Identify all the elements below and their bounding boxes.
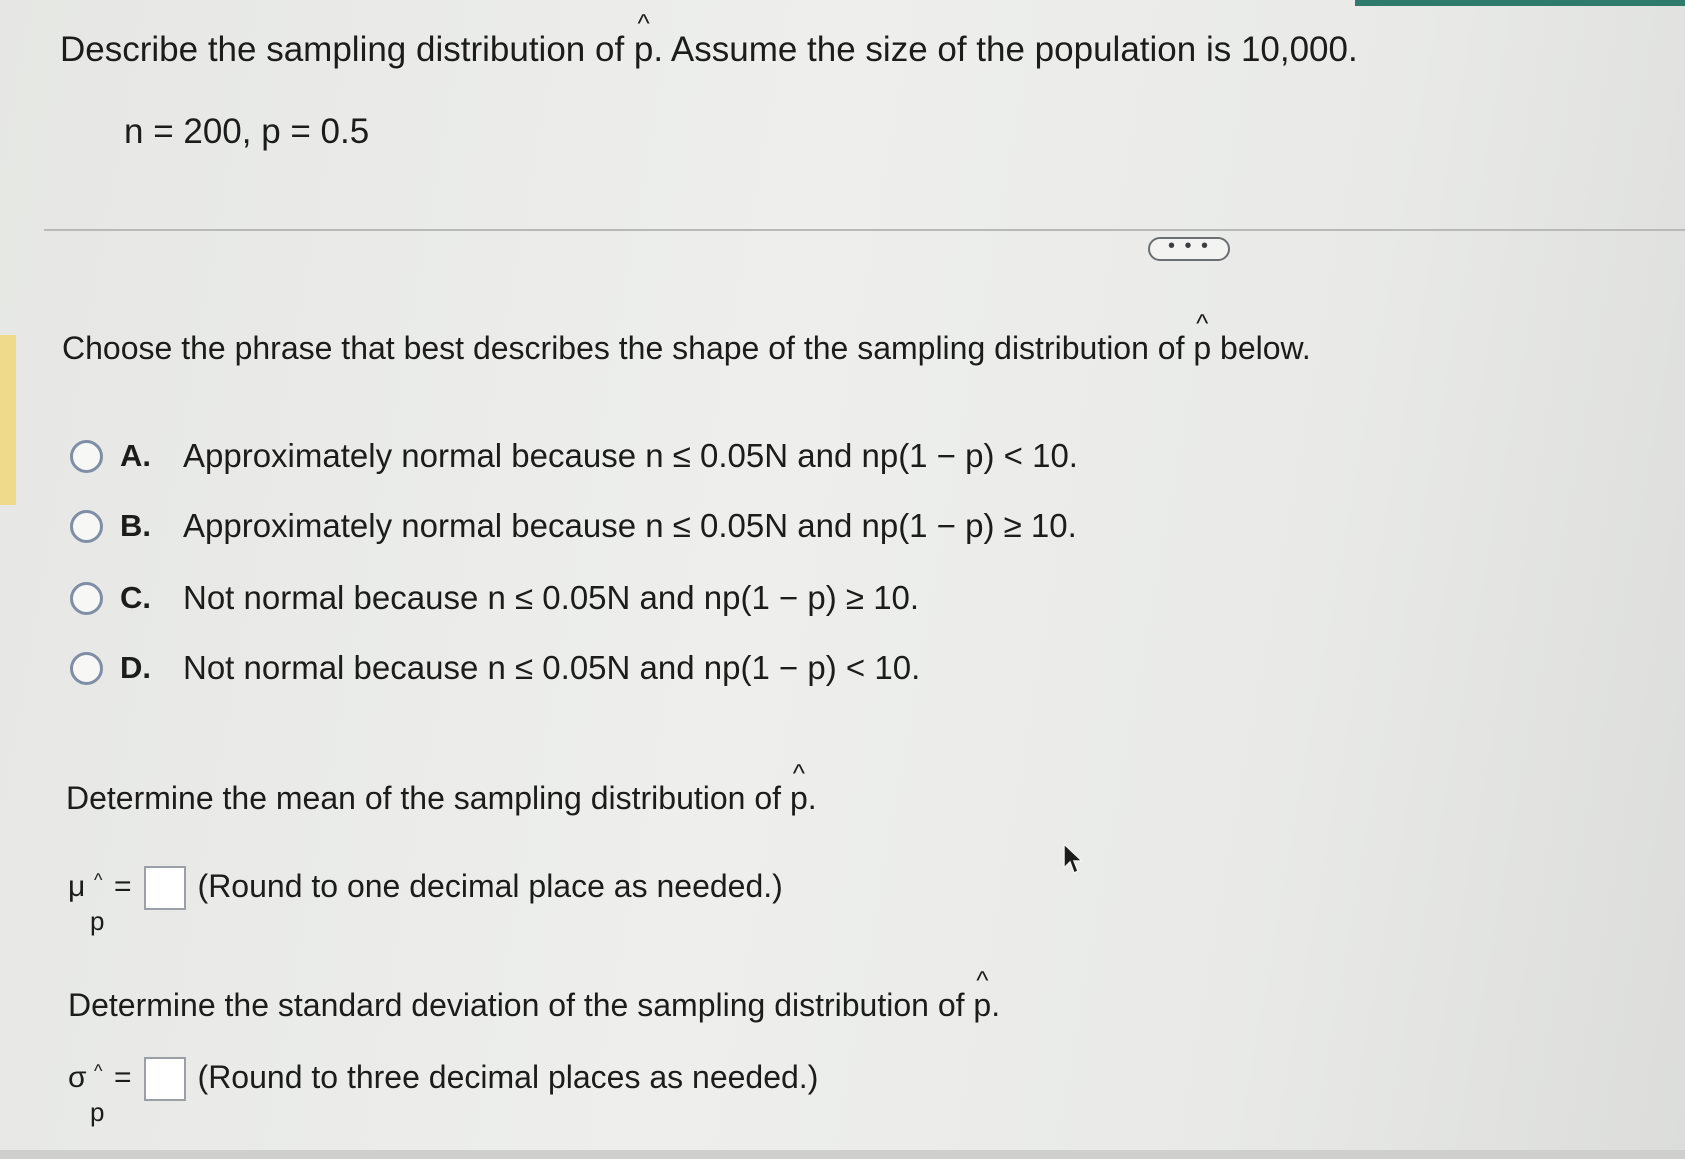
option-letter: B. xyxy=(120,508,151,543)
sd-answer-row xyxy=(68,1057,818,1127)
sd-question-prompt: Determine the standard deviation of the sampling distribution of ^ p. xyxy=(68,987,1000,1024)
section-divider xyxy=(44,229,1685,231)
option-text: Approximately normal because n ≤ 0.05N and np(1 − p) ≥ 10. xyxy=(183,507,1077,544)
option-text: Not normal because n ≤ 0.05N and np(1 − p) ≥ 10. xyxy=(183,579,920,616)
shape-question-prompt: Choose the phrase that best describes the shape of the sampling distribution of ^ p below. xyxy=(62,330,1311,367)
option-text: Approximately normal because n ≤ 0.05N and np(1 − p) < 10. xyxy=(183,437,1078,474)
option-letter: A. xyxy=(120,438,151,473)
option-text: Not normal because n ≤ 0.05N and np(1 − p) < 10. xyxy=(183,649,921,686)
option-b[interactable] xyxy=(70,502,1077,550)
current-part-marker xyxy=(0,335,16,505)
option-a[interactable] xyxy=(70,432,1078,480)
mean-answer-input[interactable] xyxy=(144,866,186,910)
mouse-pointer-icon xyxy=(1062,842,1086,876)
top-accent-bar xyxy=(1355,0,1685,6)
option-d[interactable] xyxy=(70,644,920,692)
equals-sign: = xyxy=(114,1061,132,1094)
option-letter: C. xyxy=(120,580,151,615)
p-hat-symbol: ^ p xyxy=(790,780,808,817)
mean-rounding-hint: (Round to one decimal place as needed.) xyxy=(197,868,783,904)
sd-answer-input[interactable] xyxy=(144,1057,186,1101)
radio-button-c[interactable] xyxy=(70,582,103,615)
question-parameters: n = 200, p = 0.5 xyxy=(124,112,370,151)
equals-sign: = xyxy=(114,870,132,903)
sigma-p-hat-symbol: σ ^ p xyxy=(68,1061,105,1127)
radio-button-b[interactable] xyxy=(70,510,103,543)
mean-answer-row xyxy=(68,866,783,936)
question-title: Describe the sampling distribution of ^ p. Assume the size of the population is 10,000. xyxy=(60,30,1358,70)
p-hat-symbol: ^ p xyxy=(634,30,653,70)
mean-question-prompt: Determine the mean of the sampling distribution of ^ p. xyxy=(66,780,817,817)
p-hat-symbol: ^ p xyxy=(1193,330,1211,367)
page-bottom-edge xyxy=(0,1150,1685,1159)
radio-button-a[interactable] xyxy=(70,440,103,473)
p-hat-symbol: ^ p xyxy=(973,987,991,1024)
mu-p-hat-symbol: μ ^ p xyxy=(68,870,105,936)
expand-more-button[interactable]: • • • xyxy=(1148,237,1230,261)
option-c[interactable] xyxy=(70,574,919,622)
option-letter: D. xyxy=(120,650,151,685)
sd-rounding-hint: (Round to three decimal places as needed.) xyxy=(197,1059,819,1095)
radio-button-d[interactable] xyxy=(70,652,103,685)
